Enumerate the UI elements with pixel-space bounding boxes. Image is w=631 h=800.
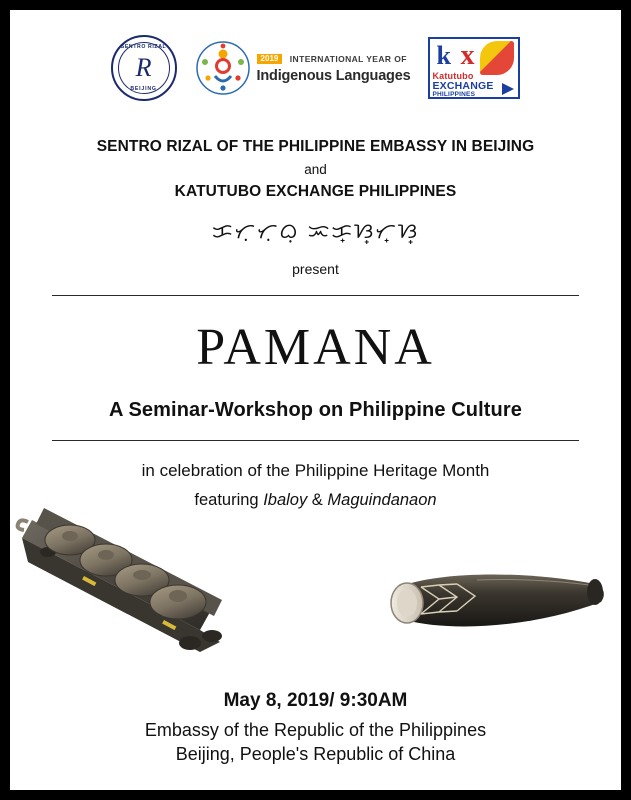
event-date: May 8, 2019/ 9:30AM <box>223 690 408 711</box>
ibaloy-gong-set-photo <box>14 492 264 677</box>
kx-line-exchange: EXCHANGE <box>432 80 494 92</box>
seal-top-text: SENTRO RIZAL <box>120 44 167 50</box>
iyil-title: Indigenous Languages <box>256 68 411 85</box>
presenter-line-1: SENTRO RIZAL OF THE PHILIPPINE EMBASSY IN BEIJING <box>96 138 535 155</box>
kx-arrow-icon <box>502 83 514 95</box>
divider-top <box>52 295 579 296</box>
featuring-group-1: Ibaloy <box>263 491 308 509</box>
present-label: present <box>292 261 339 277</box>
kx-swoosh-shape <box>480 41 514 75</box>
indigenous-languages-logo <box>195 40 411 96</box>
divider-bottom <box>52 440 579 441</box>
presenter-line-2: KATUTUBO EXCHANGE PHILIPPINES <box>174 183 457 200</box>
featuring-conjunction: & <box>307 491 328 509</box>
featuring-prefix: featuring <box>194 491 264 509</box>
page-subtitle: A Seminar-Workshop on Philippine Culture <box>109 399 522 421</box>
venue-line-1: Embassy of the Republic of the Philippines <box>144 720 487 740</box>
katutubo-exchange-logo <box>428 37 520 99</box>
kx-line-katutubo: Katutubo <box>432 71 474 81</box>
venue-line-2: Beijing, People's Republic of China <box>175 744 456 765</box>
kx-letter-k: k <box>436 41 451 70</box>
indigenous-languages-wordmark <box>257 51 411 84</box>
seal-monogram: R <box>135 53 152 82</box>
iyil-subtitle: INTERNATIONAL YEAR OF <box>289 53 407 64</box>
kx-letter-x: x <box>460 40 475 71</box>
kx-logo-icon <box>428 37 520 99</box>
seal-bottom-text: BEIJING <box>130 86 157 92</box>
maguindanaon-drum-photo <box>381 554 611 654</box>
poster-canvas <box>10 10 621 790</box>
presenter-conjunction: and <box>304 162 327 177</box>
event-venue <box>10 718 621 767</box>
indigenous-languages-mark-icon <box>195 40 251 96</box>
iyil-year: 2019 <box>257 54 283 64</box>
page-title: PAMANA <box>196 319 435 376</box>
celebration-line: in celebration of the Philippine Heritage Month <box>141 461 490 480</box>
photo-area <box>10 514 621 684</box>
kx-line-philippines: PHILIPPINES <box>432 91 476 98</box>
logo-row <box>10 10 621 104</box>
sentro-rizal-logo <box>111 35 177 101</box>
featuring-group-2: Maguindanaon <box>327 491 437 509</box>
sentro-rizal-seal-icon <box>111 35 177 101</box>
baybayin-script-text: ᜃᜆᜓᜆᜓᜊᜓ ᜁᜃ᜔ᜐ᜔ᜆ᜔ᜐ᜔ <box>211 219 420 243</box>
